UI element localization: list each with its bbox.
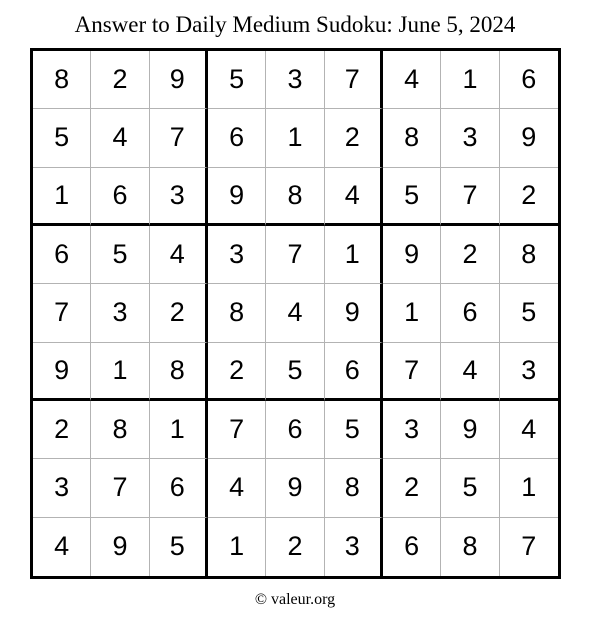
sudoku-cell-r5-c4: 8 (208, 284, 266, 342)
sudoku-cell-r1-c6: 7 (325, 51, 383, 109)
sudoku-cell-r2-c2: 4 (91, 109, 149, 167)
sudoku-cell-r8-c6: 8 (325, 459, 383, 517)
sudoku-cell-r6-c5: 5 (266, 343, 324, 401)
sudoku-cell-r2-c3: 7 (150, 109, 208, 167)
sudoku-cell-r1-c1: 8 (33, 51, 91, 109)
sudoku-cell-r3-c2: 6 (91, 168, 149, 226)
sudoku-cell-r3-c9: 2 (500, 168, 558, 226)
sudoku-cell-r4-c5: 7 (266, 226, 324, 284)
sudoku-cell-r3-c1: 1 (33, 168, 91, 226)
sudoku-cell-r5-c5: 4 (266, 284, 324, 342)
sudoku-cell-r5-c8: 6 (441, 284, 499, 342)
sudoku-cell-r2-c4: 6 (208, 109, 266, 167)
sudoku-cell-r3-c7: 5 (383, 168, 441, 226)
sudoku-cell-r3-c3: 3 (150, 168, 208, 226)
sudoku-cell-r1-c2: 2 (91, 51, 149, 109)
sudoku-cell-r8-c9: 1 (500, 459, 558, 517)
sudoku-cell-r1-c4: 5 (208, 51, 266, 109)
sudoku-cell-r9-c7: 6 (383, 518, 441, 576)
sudoku-cell-r6-c3: 8 (150, 343, 208, 401)
sudoku-cell-r3-c5: 8 (266, 168, 324, 226)
sudoku-cell-r6-c9: 3 (500, 343, 558, 401)
sudoku-cell-r6-c4: 2 (208, 343, 266, 401)
sudoku-cell-r7-c4: 7 (208, 401, 266, 459)
sudoku-cell-r4-c4: 3 (208, 226, 266, 284)
sudoku-cell-r4-c2: 5 (91, 226, 149, 284)
sudoku-cell-r6-c1: 9 (33, 343, 91, 401)
sudoku-cell-r1-c8: 1 (441, 51, 499, 109)
sudoku-cell-r7-c9: 4 (500, 401, 558, 459)
sudoku-cell-r5-c1: 7 (33, 284, 91, 342)
sudoku-cell-r6-c7: 7 (383, 343, 441, 401)
sudoku-cell-r4-c7: 9 (383, 226, 441, 284)
sudoku-cell-r5-c7: 1 (383, 284, 441, 342)
sudoku-cell-r9-c3: 5 (150, 518, 208, 576)
sudoku-cell-r7-c2: 8 (91, 401, 149, 459)
sudoku-cell-r1-c5: 3 (266, 51, 324, 109)
puzzle-title: Answer to Daily Medium Sudoku: June 5, 2024 (74, 12, 516, 37)
sudoku-cell-r4-c1: 6 (33, 226, 91, 284)
sudoku-cell-r6-c6: 6 (325, 343, 383, 401)
sudoku-cell-r5-c2: 3 (91, 284, 149, 342)
sudoku-cell-r7-c1: 2 (33, 401, 91, 459)
sudoku-cell-r8-c8: 5 (441, 459, 499, 517)
sudoku-cell-r2-c5: 1 (266, 109, 324, 167)
sudoku-cell-r9-c5: 2 (266, 518, 324, 576)
sudoku-cell-r9-c8: 8 (441, 518, 499, 576)
sudoku-cell-r5-c6: 9 (325, 284, 383, 342)
sudoku-cell-r7-c8: 9 (441, 401, 499, 459)
copyright-footer: © valeur.org (254, 591, 336, 608)
sudoku-cell-r2-c6: 2 (325, 109, 383, 167)
sudoku-cell-r7-c6: 5 (325, 401, 383, 459)
sudoku-cell-r8-c4: 4 (208, 459, 266, 517)
sudoku-cell-r4-c6: 1 (325, 226, 383, 284)
sudoku-cell-r3-c6: 4 (325, 168, 383, 226)
sudoku-cell-r5-c9: 5 (500, 284, 558, 342)
sudoku-cell-r2-c1: 5 (33, 109, 91, 167)
sudoku-cell-r7-c5: 6 (266, 401, 324, 459)
sudoku-cell-r9-c2: 9 (91, 518, 149, 576)
sudoku-cell-r4-c3: 4 (150, 226, 208, 284)
sudoku-cell-r8-c7: 2 (383, 459, 441, 517)
sudoku-cell-r9-c6: 3 (325, 518, 383, 576)
sudoku-cell-r9-c1: 4 (33, 518, 91, 576)
sudoku-cell-r2-c8: 3 (441, 109, 499, 167)
sudoku-cell-r3-c4: 9 (208, 168, 266, 226)
sudoku-board (30, 48, 561, 579)
sudoku-cell-r2-c7: 8 (383, 109, 441, 167)
sudoku-cell-r5-c3: 2 (150, 284, 208, 342)
sudoku-cell-r4-c8: 2 (441, 226, 499, 284)
sudoku-cell-r7-c7: 3 (383, 401, 441, 459)
sudoku-cell-r1-c7: 4 (383, 51, 441, 109)
sudoku-cell-r9-c9: 7 (521, 531, 537, 562)
sudoku-cell-r1-c9: 6 (500, 51, 558, 109)
sudoku-cell-r2-c9: 9 (500, 109, 558, 167)
sudoku-cell-r3-c8: 7 (441, 168, 499, 226)
sudoku-cell-r8-c2: 7 (91, 459, 149, 517)
sudoku-cell-r4-c9: 8 (500, 226, 558, 284)
sudoku-cell-r8-c1: 3 (33, 459, 91, 517)
sudoku-cell-r1-c3: 9 (150, 51, 208, 109)
sudoku-cell-r7-c3: 1 (150, 401, 208, 459)
sudoku-cell-r9-c4: 1 (208, 518, 266, 576)
sudoku-cell-r6-c2: 1 (91, 343, 149, 401)
sudoku-cell-r8-c5: 9 (266, 459, 324, 517)
sudoku-cell-r8-c3: 6 (150, 459, 208, 517)
sudoku-cell-r6-c8: 4 (441, 343, 499, 401)
